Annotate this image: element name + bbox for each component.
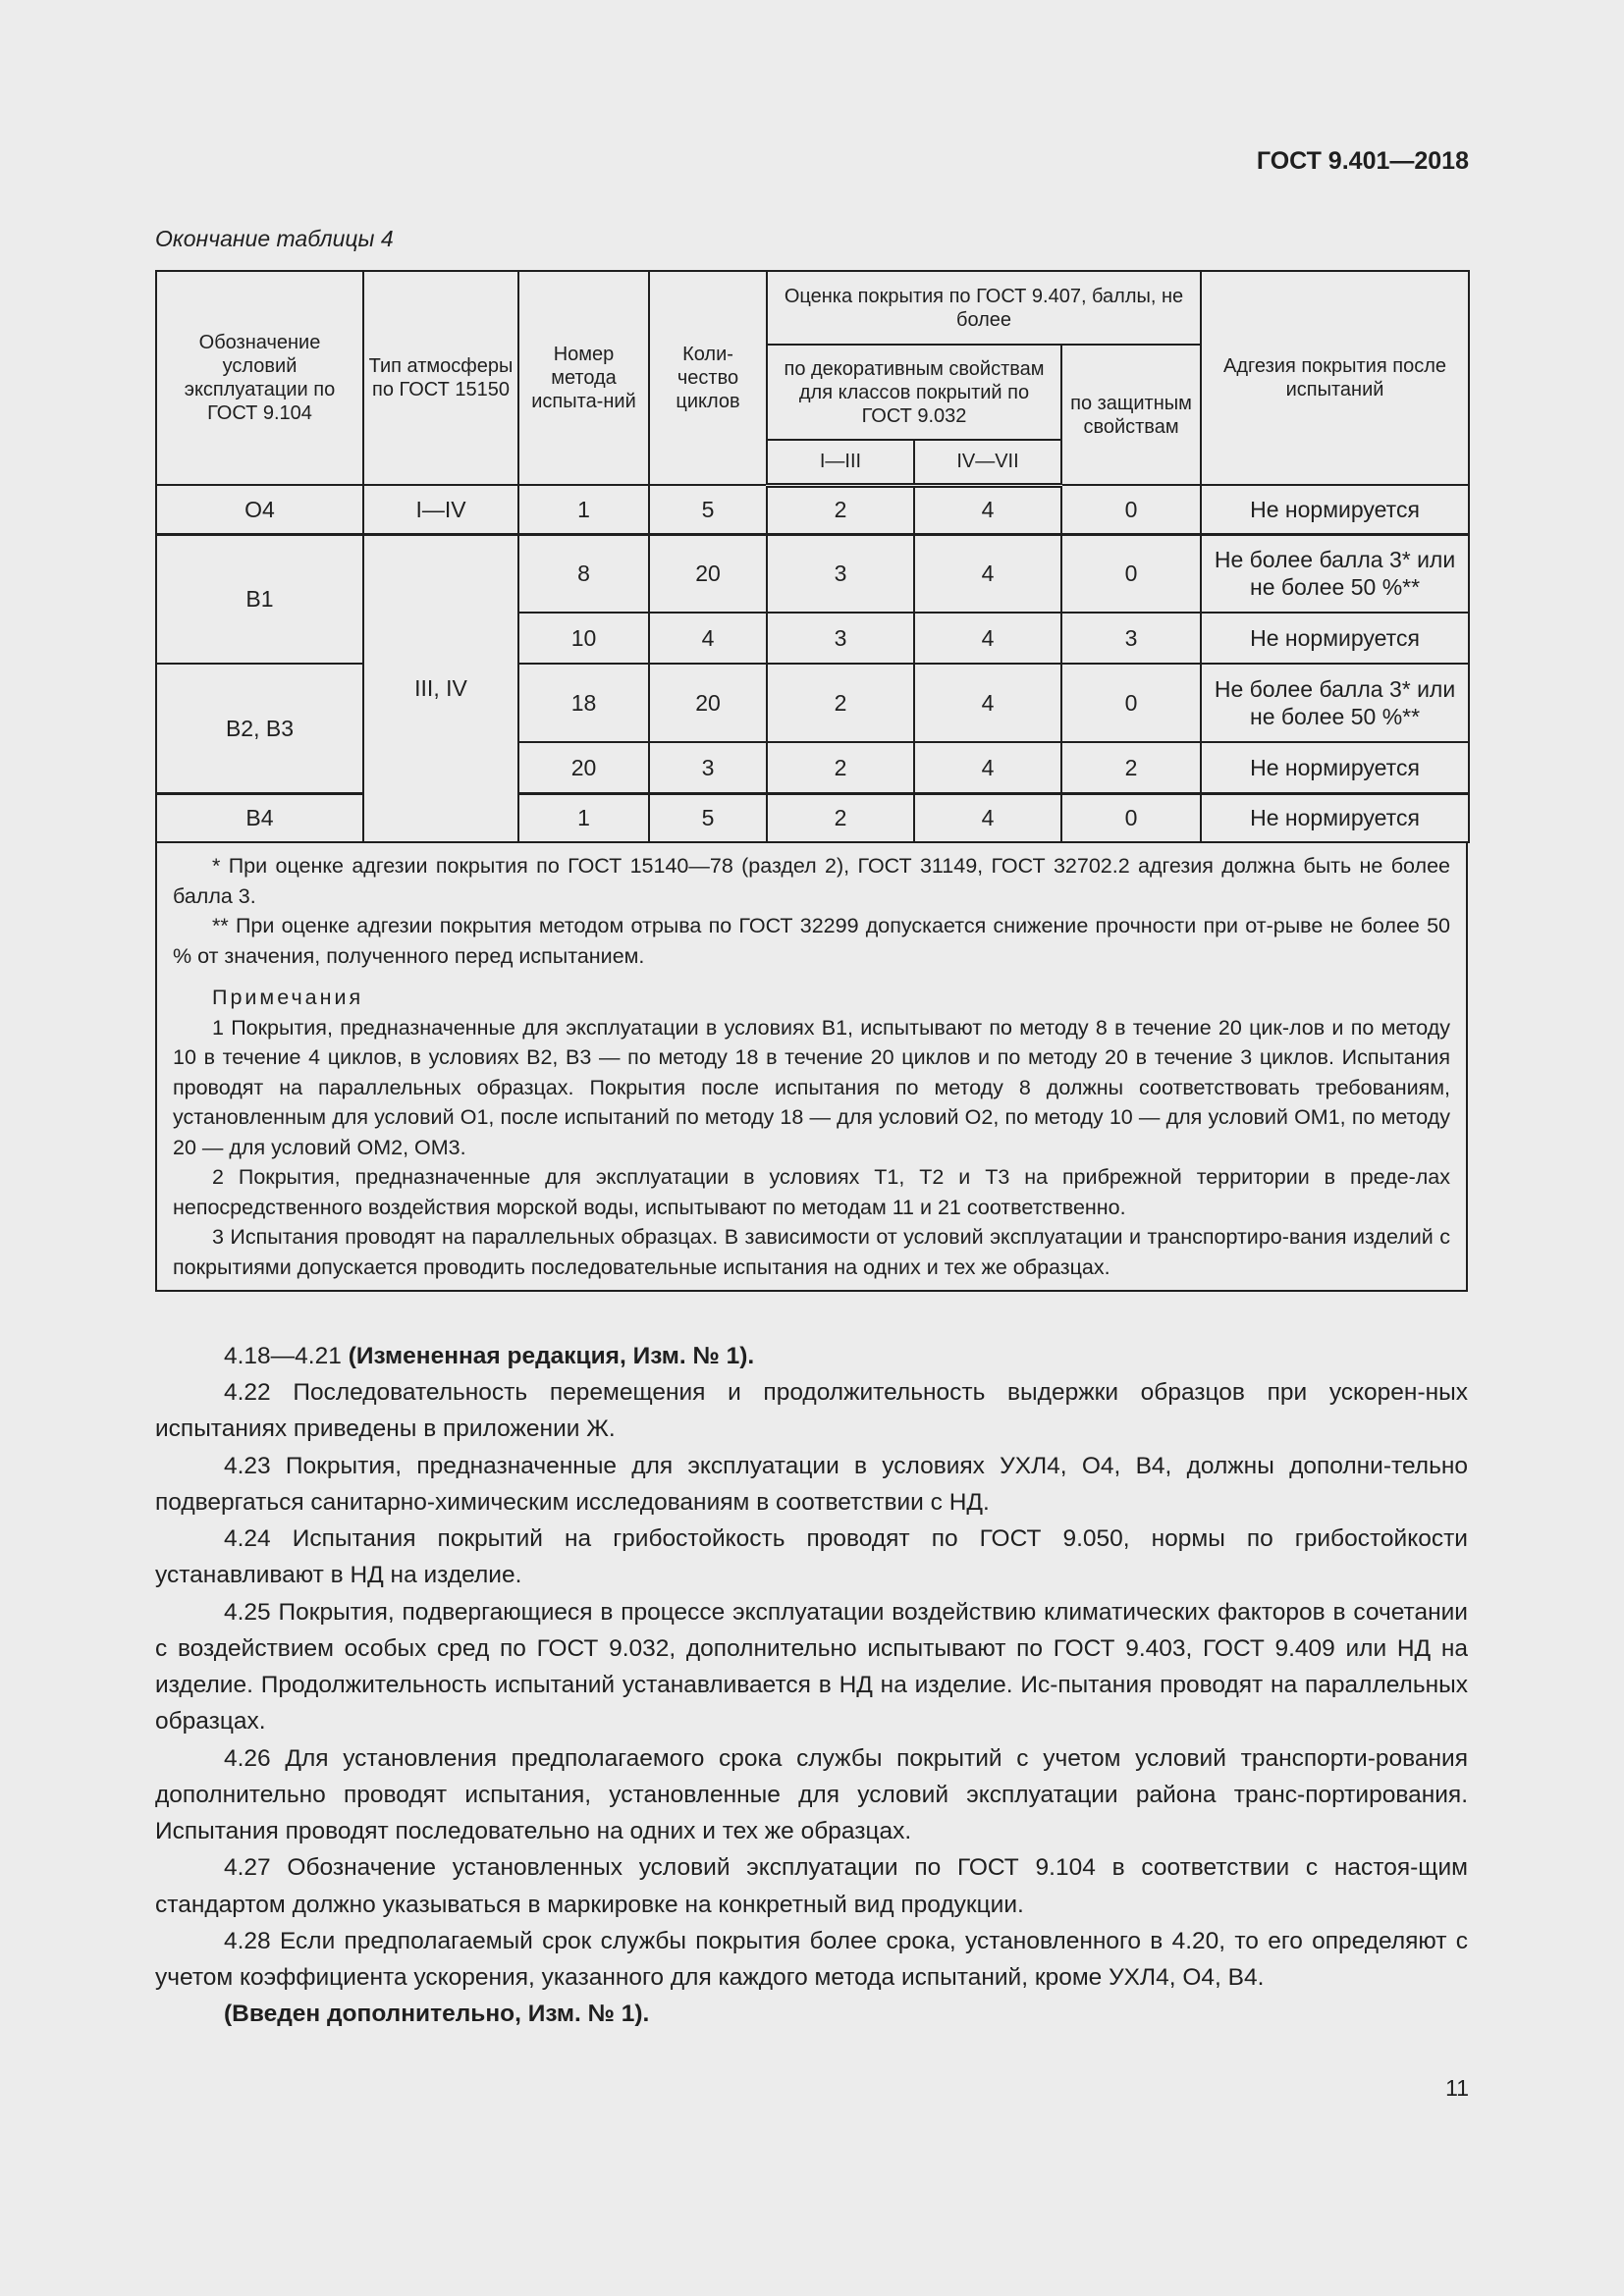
cell-adhesion: Не нормируется xyxy=(1201,793,1469,842)
cell-cycles: 3 xyxy=(649,742,767,793)
cell-protective: 0 xyxy=(1061,534,1201,613)
page-number: 11 xyxy=(1445,2075,1469,2101)
standard-number: ГОСТ 9.401—2018 xyxy=(1256,147,1469,175)
cell-method: 18 xyxy=(518,664,649,742)
footnote-2: ** При оценке адгезии покрытия методом отрыва по ГОСТ 32299 допускается снижение прочности при от-рыве не более 50 % от значения, полученного перед испытанием. xyxy=(173,914,1450,968)
cell-method: 1 xyxy=(518,793,649,842)
cell-condition: В2, В3 xyxy=(156,664,363,793)
cell-cycles: 5 xyxy=(649,485,767,534)
paragraph-4-24: 4.24 Испытания покрытий на грибостойкость проводят по ГОСТ 9.050, нормы по грибостойкости устанавливают в НД на изделие. xyxy=(155,1525,1468,1589)
paragraph-4-28: 4.28 Если предполагаемый срок службы покрытия более срока, установленного в 4.20, то его определяют с учетом коэффициента ускорения, указанного для каждого метода испытаний, кроме УХЛ4, О4, В4. xyxy=(155,1927,1468,1991)
header-protective: по защитным свойствам xyxy=(1061,345,1201,485)
cell-decor-1-3: 2 xyxy=(767,793,914,842)
cell-decor-4-7: 4 xyxy=(914,742,1061,793)
note-1: 1 Покрытия, предназначенные для эксплуатации в условиях В1, испытывают по методу 8 в течение 20 цик-лов и по методу 10 в течение 4 циклов, в условиях В2, В3 — по методу 18 в течение 20 циклов и по методу 20 в течение 3 циклов. Испытания проводят на параллельных образцах. Покрытия после испытания по методу 8 должны соответствовать требованиям, установленным для условий О1, после испытаний по методу 18 — для условий О2, по методу 10 — для условий ОМ1, по методу 20 — для условий ОМ2, ОМ3. xyxy=(173,1015,1450,1159)
header-cycles: Коли-чество циклов xyxy=(649,271,767,485)
header-atmosphere: Тип атмосферы по ГОСТ 15150 xyxy=(363,271,518,485)
cell-method: 1 xyxy=(518,485,649,534)
cell-cycles: 4 xyxy=(649,613,767,664)
cell-protective: 0 xyxy=(1061,793,1201,842)
cell-atmosphere: I—IV xyxy=(363,485,518,534)
cell-condition: В4 xyxy=(156,793,363,842)
cell-atmosphere: III, IV xyxy=(363,534,518,842)
cell-protective: 0 xyxy=(1061,664,1201,742)
paragraph-4-27: 4.27 Обозначение установленных условий эксплуатации по ГОСТ 9.104 в соответствии с настоя-щим стандартом должно указываться в маркировке на конкретный вид продукции. xyxy=(155,1854,1468,1918)
note-3: 3 Испытания проводят на параллельных образцах. В зависимости от условий эксплуатации и транспортиро-вания изделий с покрытиями допускается проводить последовательные испытания на одних и тех же образцах. xyxy=(173,1225,1450,1279)
cell-adhesion: Не нормируется xyxy=(1201,613,1469,664)
cell-condition: В1 xyxy=(156,534,363,664)
cell-adhesion: Не более балла 3* или не более 50 %** xyxy=(1201,534,1469,613)
paragraph-4-18 xyxy=(155,1338,1468,1374)
header-class-4-7: IV—VII xyxy=(914,440,1061,485)
data-table xyxy=(155,270,1470,843)
body-text xyxy=(155,1338,1468,2032)
cell-decor-1-3: 3 xyxy=(767,534,914,613)
amendment-note: (Измененная редакция, Изм. № 1). xyxy=(348,1343,755,1369)
notes-title: Примечания xyxy=(212,986,364,1010)
paragraph-4-22: 4.22 Последовательность перемещения и продолжительность выдержки образцов при ускорен-ных испытаниях приведены в приложении Ж. xyxy=(155,1379,1468,1443)
cell-decor-1-3: 2 xyxy=(767,742,914,793)
header-decorative: по декоративным свойствам для классов покрытий по ГОСТ 9.032 xyxy=(767,345,1061,440)
cell-decor-4-7: 4 xyxy=(914,485,1061,534)
clause-number: 4.18—4.21 xyxy=(224,1343,342,1369)
header-class-1-3: I—III xyxy=(767,440,914,485)
cell-decor-4-7: 4 xyxy=(914,793,1061,842)
table-caption: Окончание таблицы 4 xyxy=(155,226,394,251)
cell-adhesion: Не нормируется xyxy=(1201,485,1469,534)
cell-adhesion: Не более балла 3* или не более 50 %** xyxy=(1201,664,1469,742)
cell-method: 8 xyxy=(518,534,649,613)
paragraph-amendment xyxy=(155,1996,1468,2032)
table-notes xyxy=(155,843,1468,1292)
cell-decor-4-7: 4 xyxy=(914,534,1061,613)
header-coating-rating: Оценка покрытия по ГОСТ 9.407, баллы, не более xyxy=(767,271,1201,345)
paragraph-4-23: 4.23 Покрытия, предназначенные для эксплуатации в условиях УХЛ4, О4, В4, должны дополни-тельно подвергаться санитарно-химическим исследованиям в соответствии с НД. xyxy=(155,1452,1468,1516)
cell-adhesion: Не нормируется xyxy=(1201,742,1469,793)
paragraph-4-26: 4.26 Для установления предполагаемого срока службы покрытий с учетом условий транспорти-рования дополнительно проводят испытания, установленные для условий эксплуатации района транс-портирования. Испытания проводят последовательно на одних и тех же образцах. xyxy=(155,1744,1468,1845)
cell-decor-1-3: 2 xyxy=(767,664,914,742)
paragraph-4-25: 4.25 Покрытия, подвергающиеся в процессе эксплуатации воздействию климатических факторов в сочетании с воздействием особых сред по ГОСТ 9.032, дополнительно испытывают по ГОСТ 9.403, ГОСТ 9.409 или НД на изделие. Продолжительность испытаний устанавливается в НД на изделие. Ис-пытания проводят на параллельных образцах. xyxy=(155,1598,1468,1735)
amendment-note: (Введен дополнительно, Изм. № 1). xyxy=(224,2001,650,2028)
cell-decor-4-7: 4 xyxy=(914,664,1061,742)
footnote-1: * При оценке адгезии покрытия по ГОСТ 15140—78 (раздел 2), ГОСТ 31149, ГОСТ 32702.2 адгезия должна быть не более балла 3. xyxy=(173,854,1450,908)
cell-cycles: 20 xyxy=(649,664,767,742)
cell-method: 20 xyxy=(518,742,649,793)
cell-decor-4-7: 4 xyxy=(914,613,1061,664)
header-conditions: Обозначение условий эксплуатации по ГОСТ 9.104 xyxy=(156,271,363,485)
cell-cycles: 20 xyxy=(649,534,767,613)
table-4 xyxy=(155,270,1468,1292)
cell-decor-1-3: 3 xyxy=(767,613,914,664)
cell-cycles: 5 xyxy=(649,793,767,842)
cell-protective: 2 xyxy=(1061,742,1201,793)
cell-condition: О4 xyxy=(156,485,363,534)
header-adhesion: Адгезия покрытия после испытаний xyxy=(1201,271,1469,485)
cell-protective: 0 xyxy=(1061,485,1201,534)
note-2: 2 Покрытия, предназначенные для эксплуатации в условиях Т1, Т2 и Т3 на прибрежной территории в преде-лах непосредственного воздействия морской воды, испытывают по методам 11 и 21 соответственно. xyxy=(173,1165,1450,1219)
cell-method: 10 xyxy=(518,613,649,664)
cell-decor-1-3: 2 xyxy=(767,485,914,534)
cell-protective: 3 xyxy=(1061,613,1201,664)
header-method: Номер метода испыта-ний xyxy=(518,271,649,485)
